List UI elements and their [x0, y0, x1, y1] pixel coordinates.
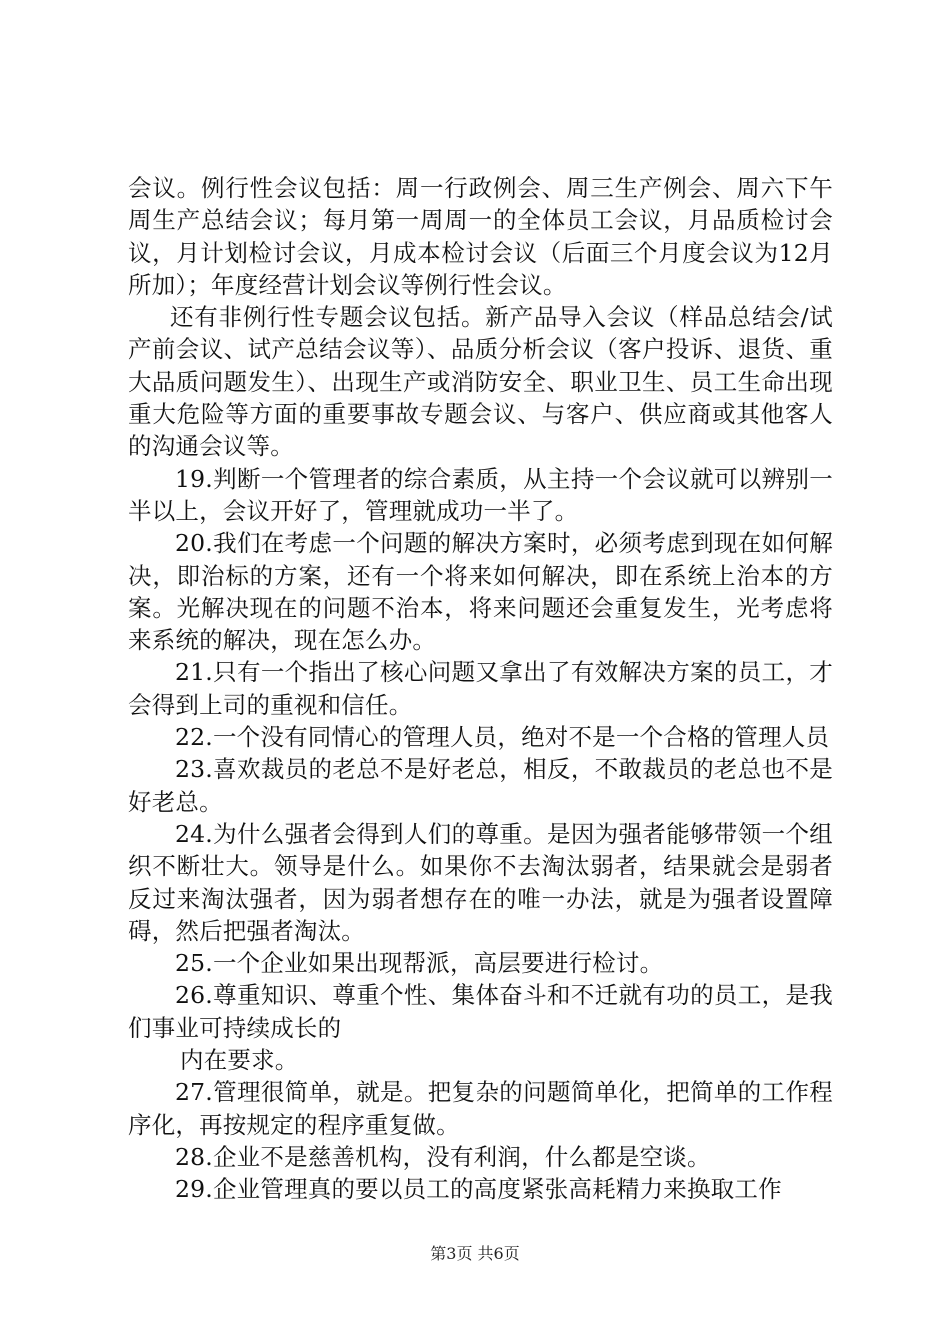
paragraph-item-27: 27.管理很简单，就是。把复杂的问题简单化，把简单的工作程序化，再按规定的程序重复做。: [128, 1078, 833, 1139]
page-number-footer: 第3页 共6页: [430, 1244, 520, 1263]
paragraph-item-22: 22.一个没有同情心的管理人员，绝对不是一个合格的管理人员: [175, 723, 830, 752]
paragraph-routine-meetings: 会议。例行性会议包括：周一行政例会、周三生产例会、周六下午周生产总结会议；每月第一周周一的全体员工会议，月品质检讨会议，月计划检讨会议，月成本检讨会议（后面三个月度会议为12月所加）；年度经营计划会议等例行性会议。: [128, 174, 833, 299]
paragraph-item-24: 24.为什么强者会得到人们的尊重。是因为强者能够带领一个组织不断壮大。领导是什么。如果你不去淘汰弱者，结果就会是弱者反过来淘汰强者，因为弱者想存在的唯一办法，就是为强者设置障碍，然后把强者淘汰。: [128, 819, 833, 945]
paragraph-nonroutine-meetings: 还有非例行性专题会议包括。新产品导入会议（样品总结会/试产前会议、试产总结会议等）、品质分析会议（客户投诉、退货、重大品质问题发生）、出现生产或消防安全、职业卫生、员工生命出现重大危险等方面的重要事故专题会议、与客户、供应商或其他客人的沟通会议等。: [128, 303, 833, 461]
paragraph-item-21: 21.只有一个指出了核心问题又拿出了有效解决方案的员工，才会得到上司的重视和信任。: [128, 658, 833, 719]
paragraph-item-20: 20.我们在考虑一个问题的解决方案时，必须考虑到现在如何解决，即治标的方案，还有一个将来如何解决，即在系统上治本的方案。光解决现在的问题不治本，将来问题还会重复发生，光考虑将来系统的解决，现在怎么办。: [128, 529, 833, 655]
paragraph-item-26-continuation: 内在要求。: [180, 1046, 299, 1075]
paragraph-item-23: 23.喜欢裁员的老总不是好老总，相反，不敢裁员的老总也不是好老总。: [128, 755, 833, 816]
paragraph-item-26: 26.尊重知识、尊重个性、集体奋斗和不迁就有功的员工，是我们事业可持续成长的: [128, 981, 833, 1042]
paragraph-item-28: 28.企业不是慈善机构，没有利润，什么都是空谈。: [175, 1142, 711, 1171]
paragraph-item-29: 29.企业管理真的要以员工的高度紧张高耗精力来换取工作: [175, 1175, 782, 1204]
paragraph-item-25: 25.一个企业如果出现帮派，高层要进行检讨。: [175, 949, 664, 978]
paragraph-item-19: 19.判断一个管理者的综合素质，从主持一个会议就可以辨别一半以上，会议开好了，管理就成功一半了。: [128, 464, 833, 525]
document-body: [128, 172, 833, 1206]
